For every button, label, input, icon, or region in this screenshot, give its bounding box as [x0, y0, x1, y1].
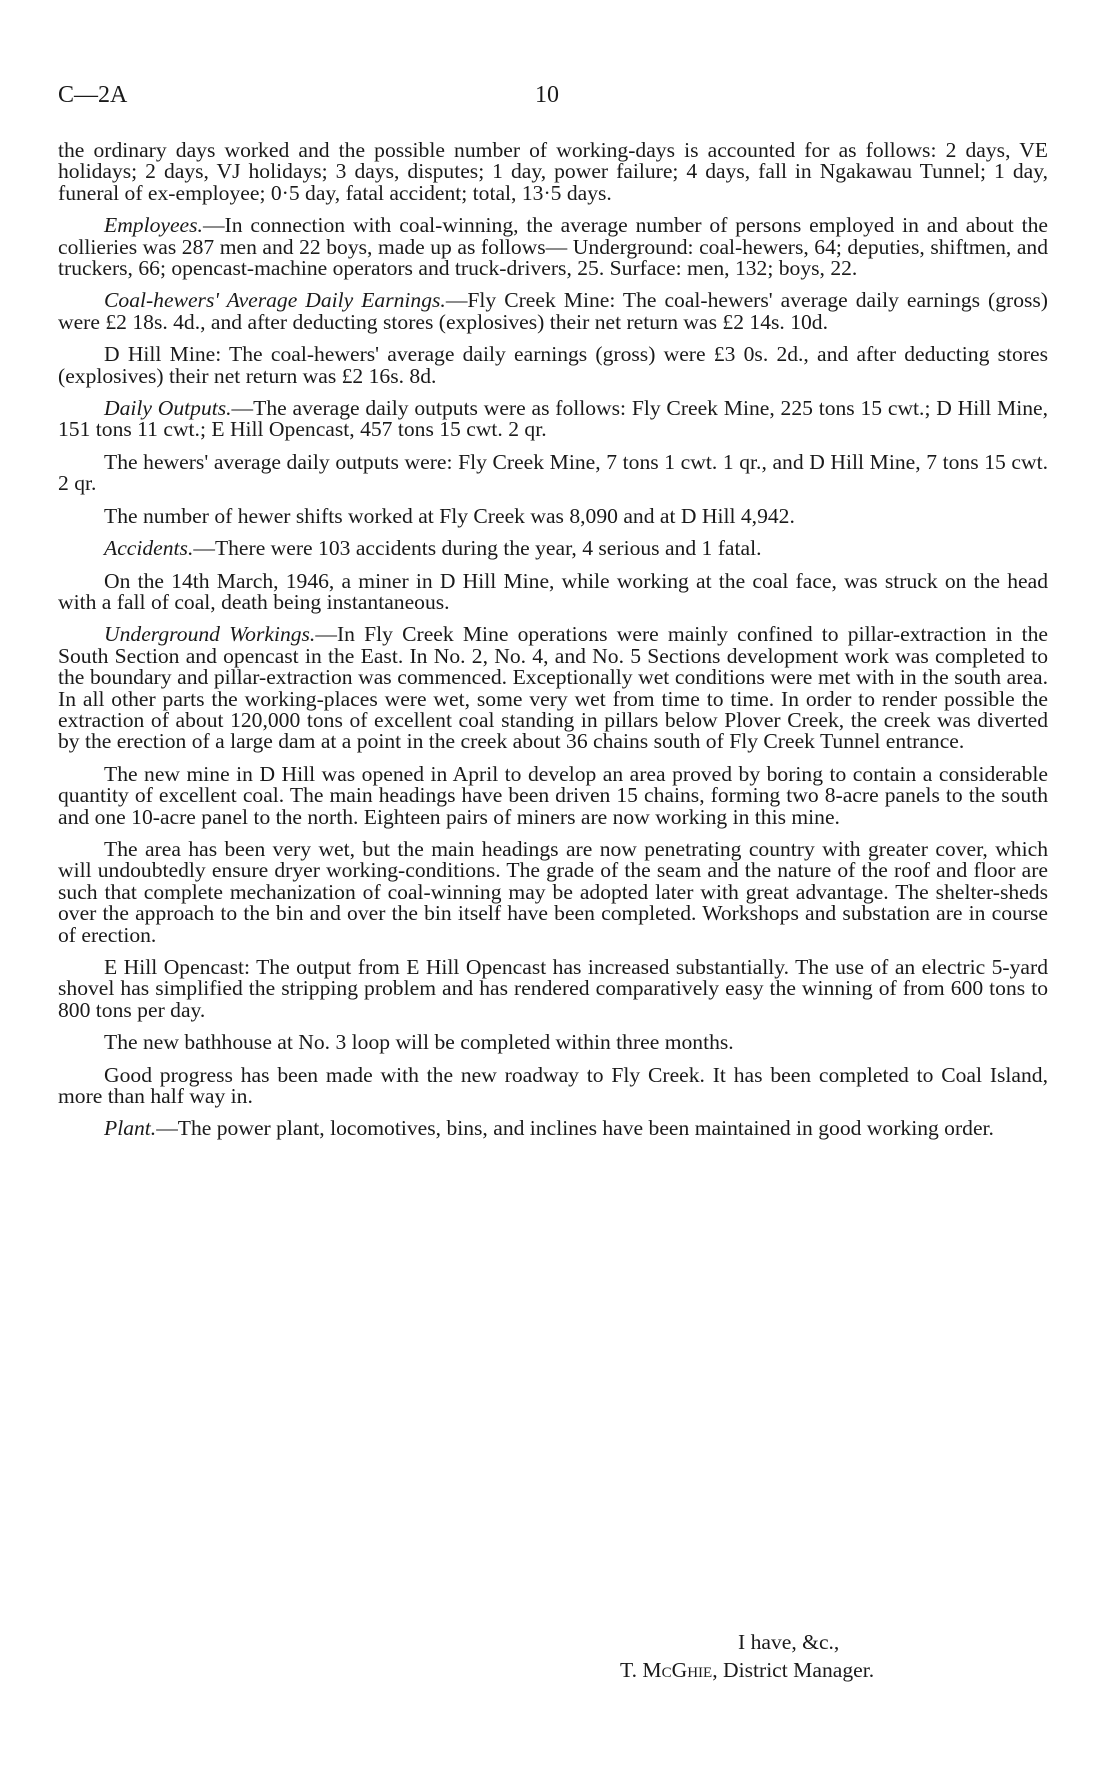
paragraph-text: On the 14th March, 1946, a miner in D Hill Mine, while working at the coal face, was struck on the head with a fall of coal, death being instantaneous.	[58, 568, 1048, 614]
paragraph-text: —The power plant, locomotives, bins, and inclines have been maintained in good working order.	[156, 1116, 994, 1141]
page-header	[58, 82, 1056, 114]
paragraph	[58, 538, 1048, 559]
paragraph	[58, 140, 1048, 204]
paragraph-text: The new mine in D Hill was opened in April to develop an area proved by boring to contain a considerable quantity of excellent coal. The main headings have been driven 15 chains, forming two 8-acre panels to the south and one 10-acre panel to the north. Eighteen pairs of miners are now working in this mine.	[58, 761, 1048, 829]
section-heading: Accidents.	[104, 536, 194, 561]
paragraph	[58, 836, 1048, 947]
section-heading: Daily Outputs.	[104, 396, 232, 421]
paragraph	[58, 503, 1048, 528]
paragraph	[58, 290, 1048, 333]
paragraph-text: —There were 103 accidents during the year, 4 serious and 1 fatal.	[193, 536, 762, 561]
paragraph-text: —The average daily outputs were as follows: Fly Creek Mine, 225 tons 15 cwt.; D Hill Mine, 151 tons 11 cwt.; E Hill Opencast, 457 tons 15 cwt. 2 qr.	[58, 396, 1048, 442]
signatory-line	[620, 1656, 1040, 1684]
paragraph	[58, 398, 1048, 441]
paragraph	[58, 1032, 1048, 1053]
paragraph	[58, 1118, 1048, 1139]
paragraph-text: Good progress has been made with the new roadway to Fly Creek. It has been completed to Coal Island, more than half way in.	[58, 1062, 1048, 1109]
report-body	[58, 140, 1048, 1151]
paragraph-text: the ordinary days worked and the possible number of working-days is accounted for as follows: 2 days, VE holidays; 2 days, VJ holidays; 3 days, disputes; 1 day, power failure; 4 days, fall in Ngakawau Tunnel; 1 day, funeral of ex-employee; 0·5 day, fatal accident; total, 13·5 days.	[58, 138, 1048, 205]
section-heading: Coal-hewers' Average Daily Earnings.	[104, 288, 446, 313]
paragraph-text: —In connection with coal-winning, the average number of persons employed in and about the collieries was 287 men and 22 boys, made up as follows— Underground: coal-hewers, 64; deputies, shiftmen, and truckers, 66; opencast-machine operators and truck-drivers, 25. Surface: men, 132; boys, 22.	[58, 213, 1048, 281]
paragraph-text: E Hill Opencast: The output from E Hill Opencast has increased substantially. The use of an electric 5-yard shovel has simplified the stripping problem and has rendered comparatively easy the winning of from 600 tons to 800 tons per day.	[58, 955, 1048, 1022]
paragraph-text: D Hill Mine: The coal-hewers' average daily earnings (gross) were £3 0s. 2d., and after deducting stores (explosives) their net return was £2 16s. 8d.	[58, 342, 1048, 388]
section-heading: Underground Workings.	[104, 622, 316, 647]
signatory-title: , District Manager.	[712, 1658, 875, 1682]
signatory-initial: T.	[620, 1658, 637, 1682]
signature-block	[620, 1628, 1040, 1684]
paragraph-text: —Fly Creek Mine: The coal-hewers' average daily earnings (gross) were £2 18s. 4d., and after deducting stores (explosives) their net return was £2 14s. 10d.	[58, 288, 1048, 334]
paragraph-text: —In Fly Creek Mine operations were mainly confined to pillar-extraction in the South Section and opencast in the East. In No. 2, No. 4, and No. 5 Sections development work was completed to the boundary and pillar-extraction was commenced. Exceptionally wet conditions were met with in the south area. In all other parts the working-places were wet, some very wet from time to time. In order to render possible the extraction of about 120,000 tons of excellent coal standing in pillars below Plover Creek, the creek was diverted by the erection of a large dam at a point in the creek about 36 chains south of Fly Creek Tunnel entrance.	[58, 622, 1049, 754]
paragraph	[58, 624, 1048, 752]
page-number: 10	[535, 82, 559, 108]
section-heading: Employees.	[104, 213, 203, 238]
signatory-name: McGhie	[642, 1658, 713, 1682]
paragraph	[58, 568, 1048, 614]
paragraph-text: The number of hewer shifts worked at Fly Creek was 8,090 and at D Hill 4,942.	[104, 503, 795, 528]
paragraph-text: The new bathhouse at No. 3 loop will be completed within three months.	[104, 1030, 734, 1055]
paragraph-text: The hewers' average daily outputs were: Fly Creek Mine, 7 tons 1 cwt. 1 qr., and D Hill Mine, 7 tons 15 cwt. 2 qr.	[58, 449, 1048, 496]
paragraph	[58, 761, 1048, 829]
paragraph-text: The area has been very wet, but the main headings are now penetrating country with greater cover, which will undoubtedly ensure dryer working-conditions. The grade of the seam and the nature of the roof and floor are such that complete mechanization of coal-winning may be adopted later with great advantage. The shelter-sheds over the approach to the bin and over the bin itself have been completed. Workshops and substation are in course of erection.	[58, 836, 1048, 947]
report-code: C—2A	[58, 82, 128, 108]
paragraph	[58, 344, 1048, 387]
paragraph	[58, 957, 1048, 1021]
paragraph	[58, 215, 1048, 279]
paragraph	[58, 449, 1048, 496]
section-heading: Plant.	[104, 1116, 157, 1141]
paragraph	[58, 1062, 1048, 1109]
closing-line: I have, &c.,	[738, 1630, 840, 1654]
